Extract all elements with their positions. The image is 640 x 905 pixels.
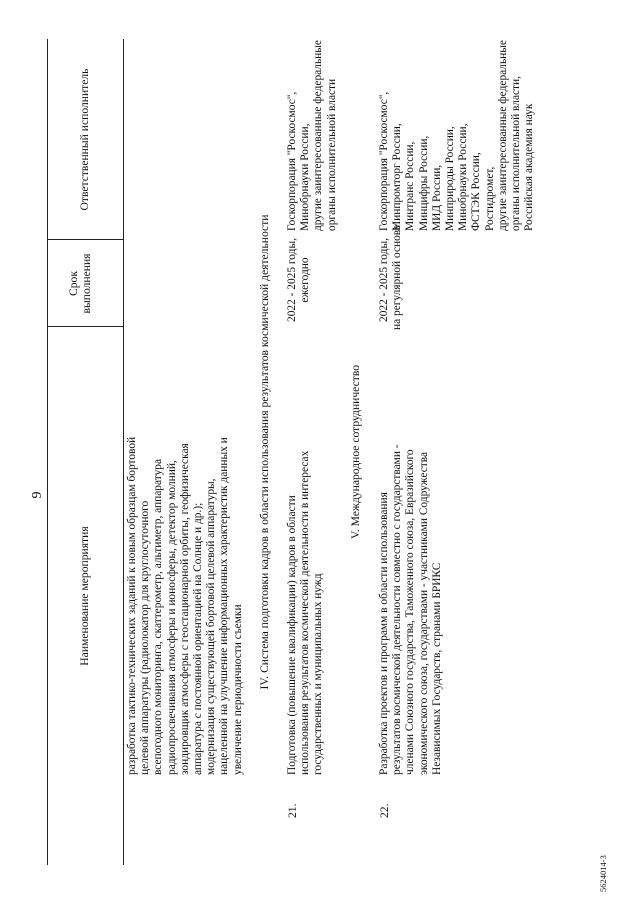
row-21-term bbox=[286, 230, 312, 330]
continued-line: увеличение периодичности съемки bbox=[231, 604, 244, 775]
continued-line: разработка тактико-технических заданий к новым образцам бортовой bbox=[126, 436, 138, 775]
row-number-21: 21. bbox=[286, 803, 299, 818]
row-21-executor-line: другие заинтересованные федеральные bbox=[312, 40, 325, 231]
continued-line: всепогодного мониторинга, скаттерометр, альтиметр, аппаратура bbox=[152, 458, 165, 775]
row-22-term-line: 2022 - 2025 годы, bbox=[378, 238, 390, 322]
header-measure: Наименование мероприятия bbox=[78, 526, 91, 666]
header-executor: Ответственный исполнитель bbox=[78, 68, 91, 211]
header-term-line-2: выполнения bbox=[80, 253, 94, 314]
row-22-executor-line: органы исполнительной власти, bbox=[510, 76, 523, 231]
row-22-executor-line: Ростидромет, bbox=[483, 166, 496, 231]
page-number: 9 bbox=[30, 491, 45, 499]
row-22-term-line: на регулярной основе bbox=[391, 224, 404, 330]
continued-line: модернизация существующей бортовой целевой аппаратуры, bbox=[205, 478, 218, 775]
row-22-executor-line: другие заинтересованные федеральные bbox=[496, 40, 509, 231]
row-21-executor-line: органы исполнительной власти bbox=[325, 78, 338, 231]
row-21-executor bbox=[286, 40, 339, 231]
continued-line: нацеленной на улучшение информационных характеристик данных и bbox=[218, 437, 231, 775]
row-number-22: 22. bbox=[378, 803, 391, 818]
row-22-measure-line: результатов космической деятельности совместно с государствами - bbox=[391, 444, 404, 775]
table-header-bottom-rule bbox=[123, 39, 124, 865]
row-21-executor-line: Минобрнауки России, bbox=[299, 123, 312, 231]
row-21-measure bbox=[286, 451, 326, 775]
row-21-term-line: ежегодно bbox=[299, 257, 312, 303]
continued-line: целевой аппаратуры (радиолокатор для круглосуточного bbox=[139, 500, 152, 775]
row-22-executor-line: Минприроды России, bbox=[444, 126, 457, 231]
continued-line: аппаратура с постоянной ориентацией на Солнце и др.); bbox=[192, 502, 205, 775]
section-title-v: V. Международное сотрудничество bbox=[349, 364, 362, 540]
row-22-measure-line: экономического союза, государствами - участниками Содружества bbox=[417, 451, 430, 775]
row-22-executor-line: ФСТЭК России, bbox=[470, 152, 483, 231]
section-title-iv: IV. Система подготовки кадров в области использования результатов космической деятельности bbox=[258, 214, 271, 690]
row-22-executor-line: Госкорпорация "Роскосмос", bbox=[378, 91, 390, 231]
header-term bbox=[67, 240, 94, 327]
row-21-measure-line: использования результатов космической деятельности в интересах bbox=[299, 450, 312, 775]
continued-line: зондировщик атмосферы с геостационарной орбиты, геофизическая bbox=[178, 443, 191, 775]
row-22-term bbox=[378, 224, 404, 330]
row-21-measure-line: Подготовка (повышение квалификации) кадров в области bbox=[286, 495, 298, 775]
header-term-line-1: Срок bbox=[67, 271, 80, 296]
row-21-measure-line: государственных и муниципальных нужд bbox=[312, 573, 325, 775]
row-22-executor-line: МИД России, bbox=[430, 164, 443, 231]
row-22-executor-line: Российская академия наук bbox=[523, 103, 536, 231]
row-22-measure-line: Независимых Государств, странами БРИКС bbox=[430, 562, 443, 775]
continued-line: радиопросвечивания атмосферы и ионосферы, детектор молний, bbox=[165, 460, 178, 775]
row-22-measure-line: Разработка проектов и программ в области использования bbox=[378, 492, 390, 775]
row-21-executor-line: Госкорпорация "Роскосмос", bbox=[286, 91, 298, 231]
row-21-term-line: 2022 - 2025 годы, bbox=[286, 238, 298, 322]
row-22-measure-line: членами Союзного государства, Таможенного союза, Евразийского bbox=[404, 449, 417, 775]
row-22-executor bbox=[378, 40, 536, 231]
row-22-executor-line: Минобрнауки России, bbox=[457, 123, 470, 231]
table-top-rule bbox=[47, 39, 48, 865]
row-22-executor-line: Минтранс России, bbox=[404, 141, 417, 231]
row-22-executor-line: Минцифры России, bbox=[417, 135, 430, 231]
row-22-executor-line: Минпромторг России, bbox=[391, 123, 404, 231]
row-22-measure bbox=[378, 444, 444, 775]
continued-measure-text bbox=[126, 437, 245, 775]
document-code: 5624014-3 bbox=[598, 855, 608, 892]
